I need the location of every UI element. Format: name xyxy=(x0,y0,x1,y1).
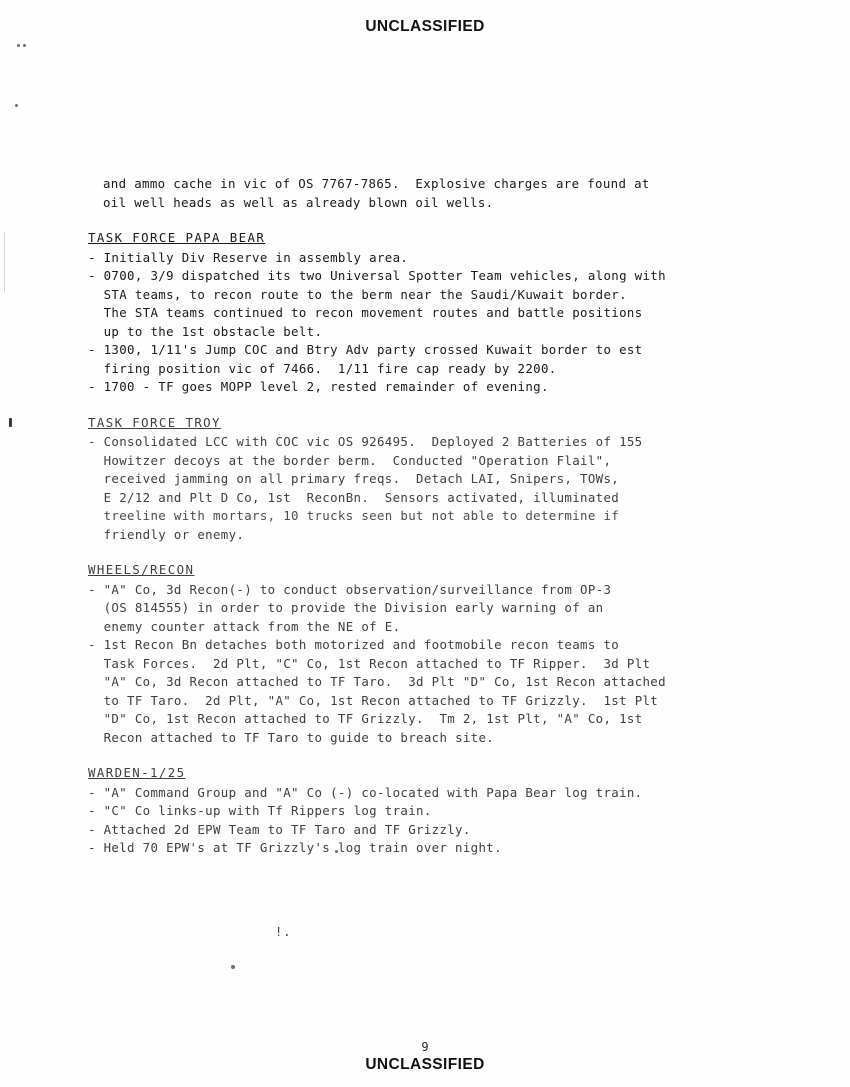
section-task-force-troy xyxy=(88,414,818,545)
section-line: - Initially Div Reserve in assembly area. xyxy=(88,249,409,265)
section-line: - Held 70 EPW's at TF Grizzly's log train over night. xyxy=(88,840,502,855)
scan-artifact-speck xyxy=(23,44,26,47)
section-line: Howitzer decoys at the border berm. Conducted "Operation Flail", xyxy=(88,452,612,468)
section-line: (OS 814555) in order to provide the Division early warning of an xyxy=(88,600,604,615)
section-task-force-papa-bear xyxy=(88,229,818,397)
section-line: Recon attached to TF Taro to guide to breach site. xyxy=(88,729,495,745)
scan-artifact-speck xyxy=(17,44,20,47)
section-line: - Consolidated LCC with COC vic OS 926495. Deployed 2 Batteries of 155 xyxy=(88,434,643,449)
page-number: 9 xyxy=(421,1040,429,1054)
section-line: - 1st Recon Bn detaches both motorized and footmobile recon teams to xyxy=(88,637,620,652)
section-heading: TASK FORCE TROY xyxy=(88,414,221,430)
section-wheels-recon xyxy=(88,561,818,747)
section-line: friendly or enemy. xyxy=(88,526,245,542)
margin-rule xyxy=(4,232,5,292)
opening-paragraph-line-2: oil well heads as well as already blown oil wells. xyxy=(103,194,494,210)
section-line: firing position vic of 7466. 1/11 fire cap ready by 2200. xyxy=(88,360,557,376)
section-line: treeline with mortars, 10 trucks seen but not able to determine if xyxy=(88,508,620,523)
section-line: "A" Co, 3d Recon attached to TF Taro. 3d Plt "D" Co, 1st Recon attached xyxy=(88,674,666,689)
section-line: - "A" Co, 3d Recon(-) to conduct observation/surveillance from OP-3 xyxy=(88,581,612,597)
section-heading: WHEELS/RECON xyxy=(88,562,195,577)
section-line: - 0700, 3/9 dispatched its two Universal Spotter Team vehicles, along with xyxy=(88,268,666,283)
section-line: to TF Taro. 2d Plt, "A" Co, 1st Recon attached to TF Grizzly. 1st Plt xyxy=(88,692,659,708)
scan-artifact-speck xyxy=(9,418,12,427)
section-line: up to the 1st obstacle belt. xyxy=(88,323,323,339)
section-line: The STA teams continued to recon movement routes and battle positions xyxy=(88,305,643,320)
section-line: received jamming on all primary freqs. Detach LAI, Snipers, TOWs, xyxy=(88,471,620,486)
classification-banner-top: UNCLASSIFIED xyxy=(365,18,485,35)
classification-banner-bottom: UNCLASSIFIED xyxy=(365,1056,485,1073)
section-heading: WARDEN-1/25 xyxy=(88,765,186,780)
scan-artifact-speck xyxy=(231,965,235,969)
section-line: - "A" Command Group and "A" Co (-) co-located with Papa Bear log train. xyxy=(88,784,643,800)
section-line: - Attached 2d EPW Team to TF Taro and TF Grizzly. xyxy=(88,821,471,837)
scan-artifact-speck xyxy=(15,104,18,107)
section-line: E 2/12 and Plt D Co, 1st ReconBn. Sensors activated, illuminated xyxy=(88,489,620,505)
section-line: enemy counter attack from the NE of E. xyxy=(88,618,401,634)
section-line: - 1300, 1/11's Jump COC and Btry Adv party crossed Kuwait border to est xyxy=(88,342,643,357)
section-line: - "C" Co links-up with Tf Rippers log train. xyxy=(88,803,432,818)
section-line: - 1700 - TF goes MOPP level 2, rested remainder of evening. xyxy=(88,379,549,394)
section-line: STA teams, to recon route to the berm near the Saudi/Kuwait border. xyxy=(88,286,627,302)
scan-artifact-smudge: !. xyxy=(275,925,292,939)
section-warden-1-25 xyxy=(88,764,818,858)
document-body xyxy=(88,175,818,858)
section-line: "D" Co, 1st Recon attached to TF Grizzly. Tm 2, 1st Plt, "A" Co, 1st xyxy=(88,711,643,726)
section-heading: TASK FORCE PAPA BEAR xyxy=(88,230,266,245)
section-line: Task Forces. 2d Plt, "C" Co, 1st Recon attached to TF Ripper. 3d Plt xyxy=(88,655,651,671)
opening-paragraph-line-1: and ammo cache in vic of OS 7767-7865. Explosive charges are found at xyxy=(103,176,650,191)
